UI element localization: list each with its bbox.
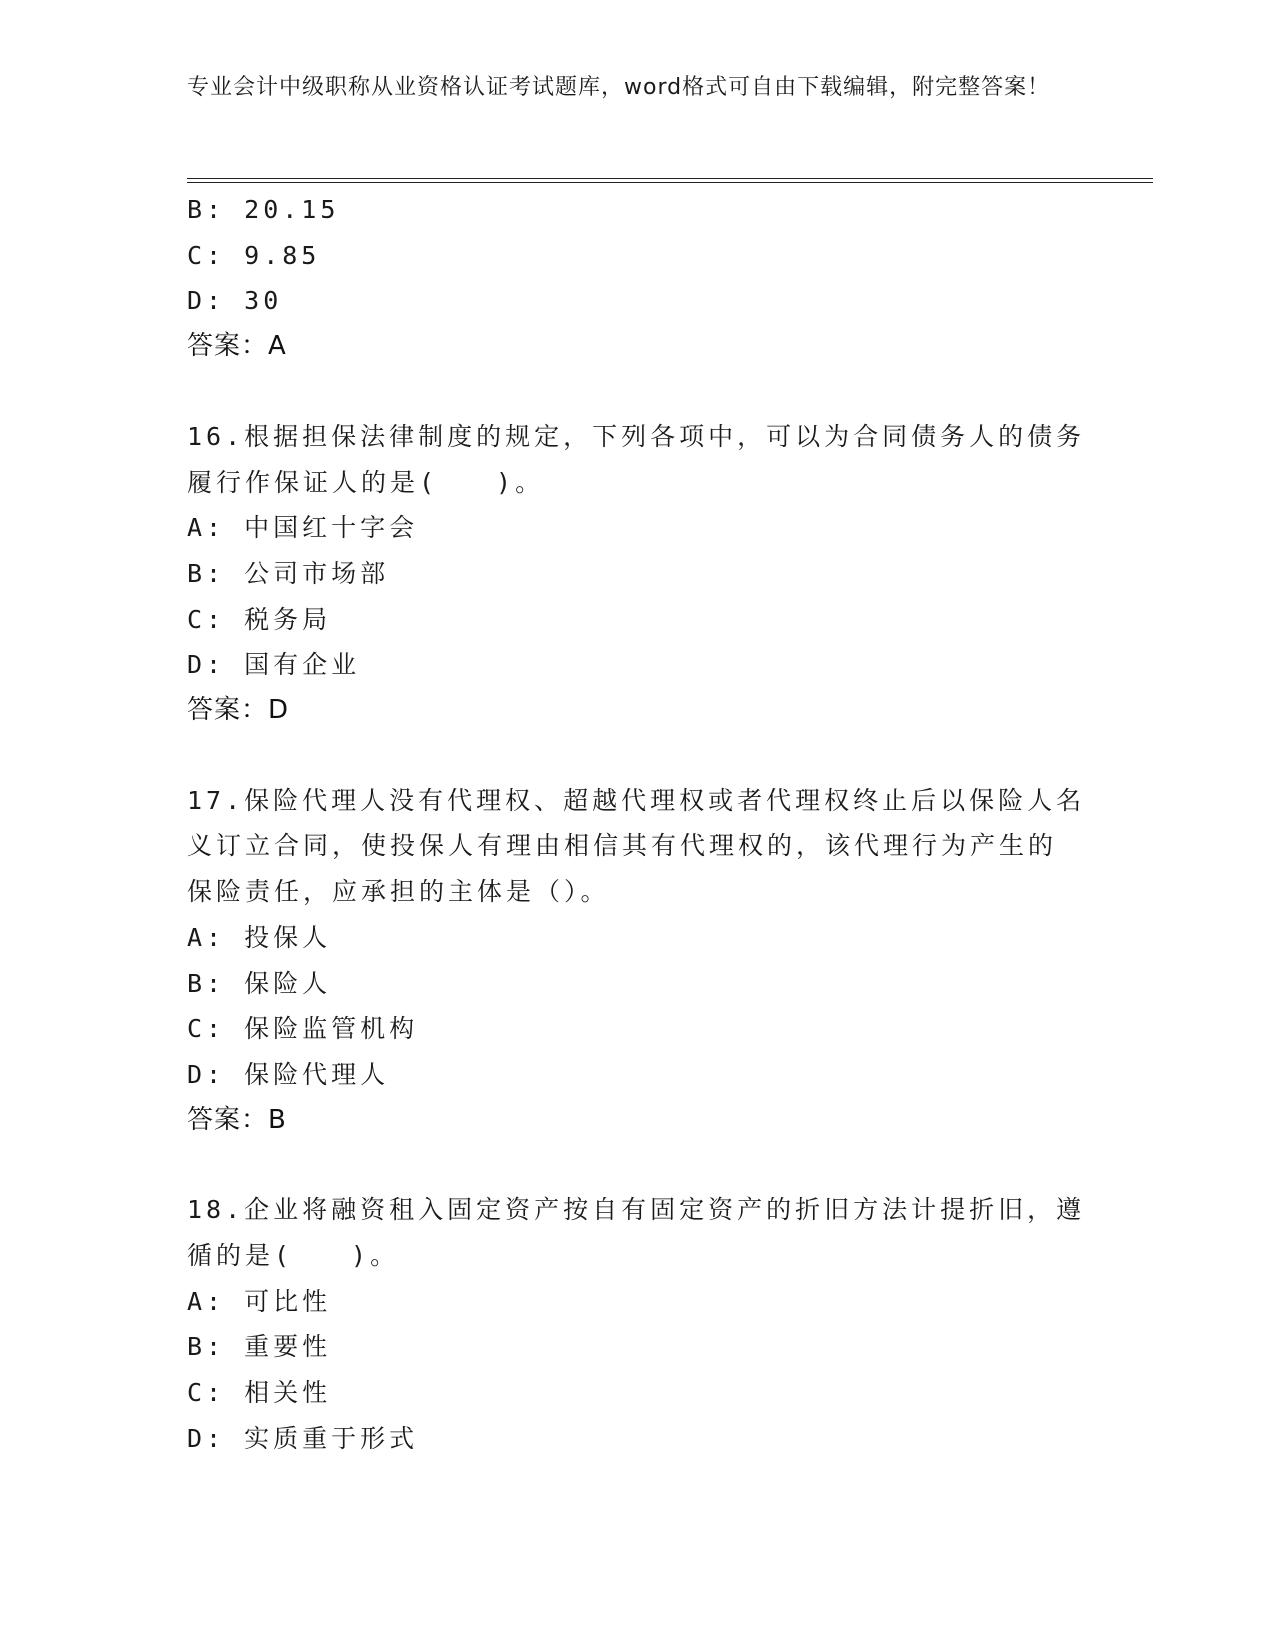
question-16 (187, 414, 1087, 734)
option-b: B: 重要性 (187, 1332, 332, 1362)
spacer (187, 734, 1087, 778)
question-15 (187, 187, 1087, 370)
option-d: D: 国有企业 (187, 650, 361, 680)
option-c: C: 相关性 (187, 1378, 332, 1408)
question-list (187, 187, 1087, 1462)
header-rule-top (187, 178, 1153, 179)
question-stem: 义订立合同，使投保人有理由相信其有代理权的，该代理行为产生的 (187, 831, 1058, 861)
option-d: D: 30 (187, 286, 283, 316)
option-a: A: 可比性 (187, 1286, 332, 1316)
option-b: B: 20.15 (187, 195, 340, 224)
question-stem: 循的是( )。 (187, 1241, 400, 1271)
answer: 答案：B (187, 1104, 287, 1135)
spacer (187, 1143, 1087, 1187)
spacer (187, 370, 1087, 414)
option-a: A: 投保人 (187, 922, 332, 952)
option-b: B: 保险人 (187, 968, 332, 998)
question-stem: 16.根据担保法律制度的规定，下列各项中，可以为合同债务人的债务 (187, 421, 1086, 451)
question-stem: 保险责任，应承担的主体是（）。 (187, 877, 610, 907)
answer: 答案：A (187, 331, 287, 362)
question-stem: 17.保险代理人没有代理权、超越代理权或者代理权终止后以保险人名 (187, 785, 1086, 815)
option-d: D: 实质重于形式 (187, 1423, 419, 1453)
option-a: A: 中国红十字会 (187, 513, 419, 543)
question-18 (187, 1187, 1087, 1461)
question-17 (187, 778, 1087, 1144)
option-c: C: 税务局 (187, 604, 332, 634)
option-c: C: 保险监管机构 (187, 1014, 419, 1044)
header-rule-bottom (187, 182, 1153, 183)
option-d: D: 保险代理人 (187, 1059, 390, 1089)
question-stem: 18.企业将融资租入固定资产按自有固定资产的折旧方法计提折旧，遵 (187, 1195, 1086, 1225)
answer: 答案：D (187, 695, 290, 726)
option-c: C: 9.85 (187, 240, 321, 270)
option-b: B: 公司市场部 (187, 558, 390, 588)
page-header: 专业会计中级职称从业资格认证考试题库，word格式可自由下载编辑，附完整答案！ (187, 75, 1051, 100)
question-stem: 履行作保证人的是( )。 (187, 467, 545, 497)
